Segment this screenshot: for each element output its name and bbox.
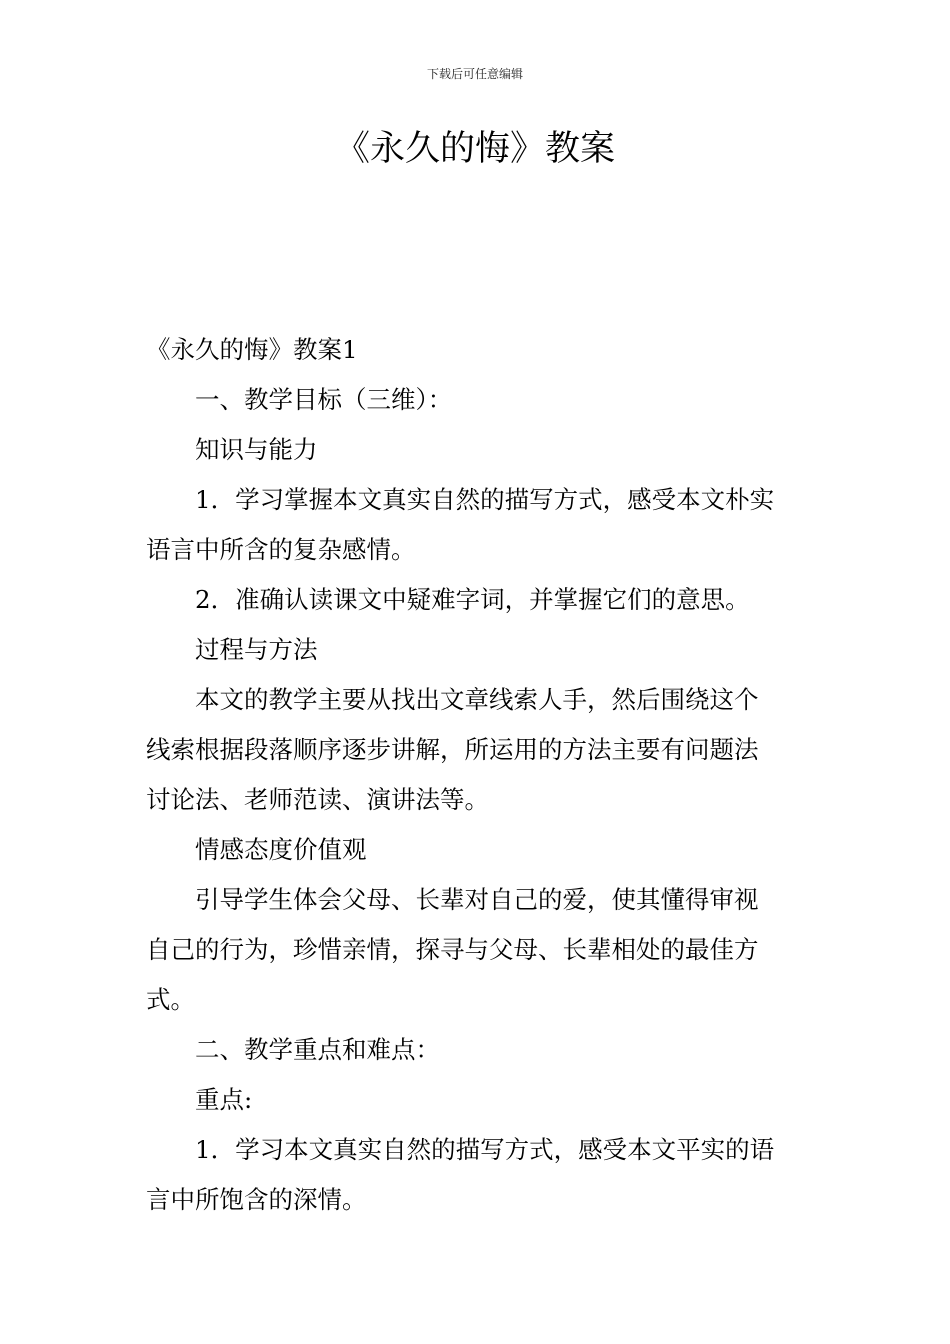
text-line: 二、教学重点和难点： [195, 1035, 440, 1064]
text-line: 1．学习本文真实自然的描写方式，感受本文平实的语 [195, 1135, 775, 1164]
text-line: 言中所饱含的深情。 [146, 1185, 367, 1214]
document-title: 《永久的悔》教案 [334, 129, 615, 169]
text-line: 知识与能力 [195, 435, 318, 464]
text-line: 《永久的悔》教案1 [146, 335, 358, 364]
text-line: 引导学生体会父母、长辈对自己的爱，使其懂得审视 [195, 885, 759, 914]
text-line: 过程与方法 [195, 635, 318, 664]
text-line: 情感态度价值观 [195, 835, 367, 864]
text-line: 式。 [146, 985, 195, 1014]
text-line: 线索根据段落顺序逐步讲解，所运用的方法主要有问题法 [146, 735, 759, 764]
text-line: 自己的行为，珍惜亲情，探寻与父母、长辈相处的最佳方 [146, 935, 759, 964]
text-line: 1．学习掌握本文真实自然的描写方式，感受本文朴实 [195, 485, 775, 514]
text-line: 本文的教学主要从找出文章线索人手，然后围绕这个 [195, 685, 759, 714]
text-line: 2．准确认读课文中疑难字词，并掌握它们的意思。 [195, 585, 750, 614]
text-line: 语言中所含的复杂感情。 [146, 535, 416, 564]
text-line: 一、教学目标（三维）： [195, 385, 453, 414]
header-note: 下载后可任意编辑 [426, 67, 523, 81]
document-body [146, 325, 810, 1225]
text-line: 讨论法、老师范读、演讲法等。 [146, 785, 489, 814]
text-line: 重点: [195, 1085, 253, 1114]
